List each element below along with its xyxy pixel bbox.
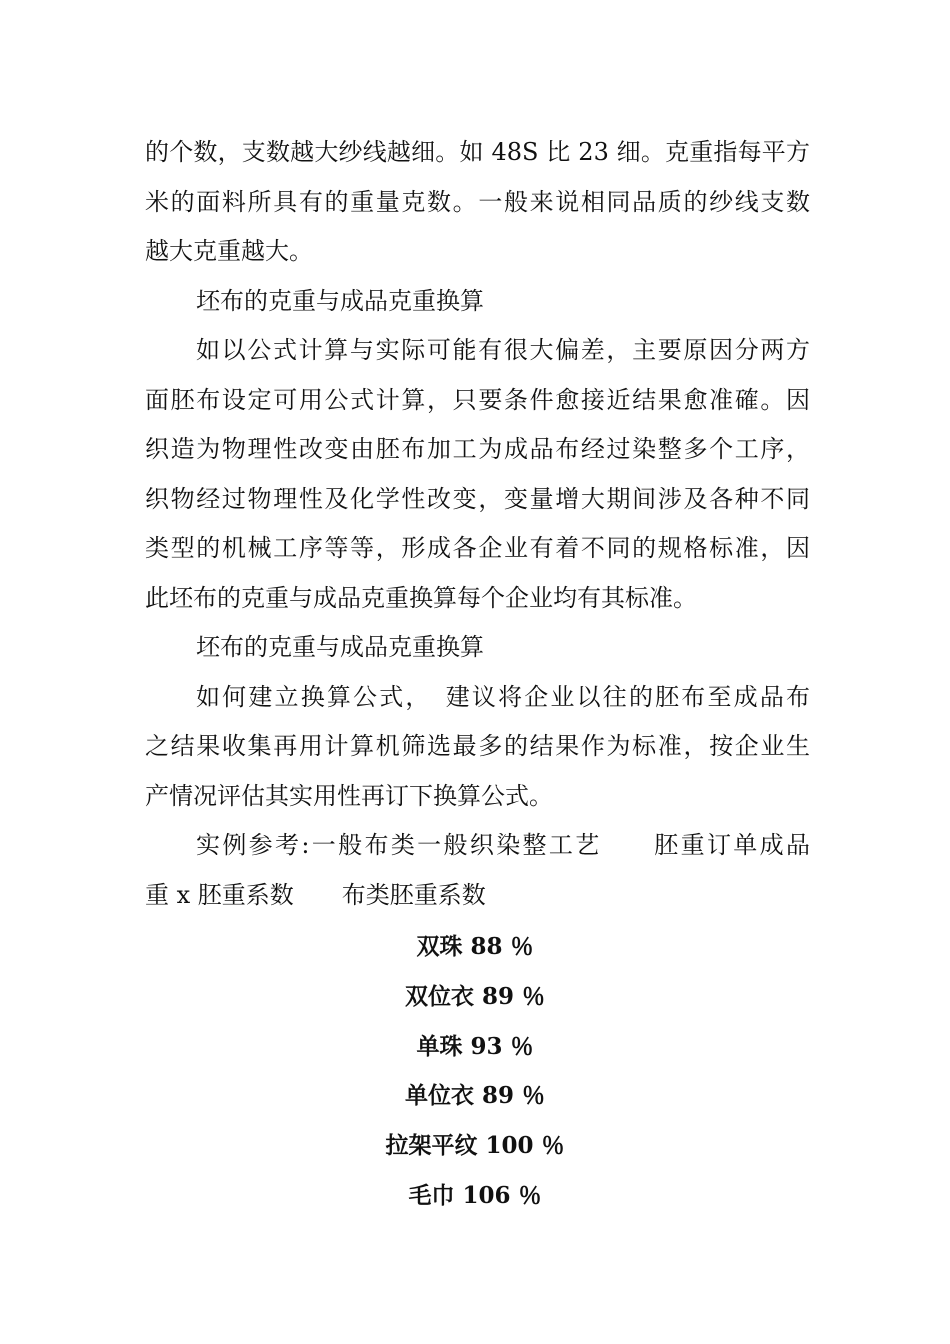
coefficient-item: 双珠 88 ％	[416, 933, 534, 960]
paragraph-deviation	[145, 326, 810, 623]
fabric-coefficient-list	[0, 922, 950, 1221]
text-line: 实例参考:一般布类一般织染整工艺 胚重订单成品	[196, 831, 810, 859]
paragraph-example	[145, 821, 810, 920]
text-line: 织造为物理性改变由胚布加工为成品布经过染整多个工序，	[145, 435, 810, 463]
text-line: 米的面料所具有的重量克数。一般来说相同品质的纱线支数	[145, 187, 810, 216]
coefficient-item: 单位衣 89 ％	[404, 1082, 546, 1110]
text-line: 织物经过物理性及化学性改变，变量增大期间涉及各种不同	[145, 484, 810, 513]
paragraph-yarn-count	[145, 128, 810, 277]
coefficient-item: 毛巾 106 ％	[408, 1181, 542, 1209]
coefficient-item: 双位衣 89 ％	[404, 982, 546, 1010]
text-line: 越大克重越大。	[145, 237, 313, 265]
heading-text: 坯布的克重与成品克重换算	[196, 633, 484, 661]
heading-text: 坯布的克重与成品克重换算	[196, 286, 484, 315]
text-line: 面胚布设定可用公式计算，只要条件愈接近结果愈准確。因	[145, 385, 810, 414]
text-line: 产情况评估其实用性再订下换算公式。	[145, 781, 553, 810]
text-line: 重 x 胚重系数 布类胚重系数	[145, 880, 486, 909]
coefficient-item: 单珠 93 ％	[416, 1032, 534, 1060]
text-line: 如何建立换算公式， 建议将企业以往的胚布至成品布	[196, 682, 810, 711]
text-line: 的个数，支数越大纱线越细。如 48S 比 23 细。克重指每平方	[145, 138, 810, 166]
text-line: 之结果收集再用计算机筛选最多的结果作为标准，按企业生	[145, 732, 810, 760]
text-line: 如以公式计算与实际可能有很大偏差，主要原因分两方	[196, 336, 810, 364]
paragraph-formula	[145, 673, 810, 822]
text-line: 类型的机械工序等等，形成各企业有着不同的规格标准，因	[145, 534, 810, 562]
document-body	[145, 128, 810, 920]
coefficient-item: 拉架平纹 100 ％	[385, 1132, 565, 1160]
text-line: 此坯布的克重与成品克重换算每个企业均有其标准。	[145, 583, 697, 612]
section-heading	[145, 623, 810, 673]
section-heading	[145, 277, 810, 327]
